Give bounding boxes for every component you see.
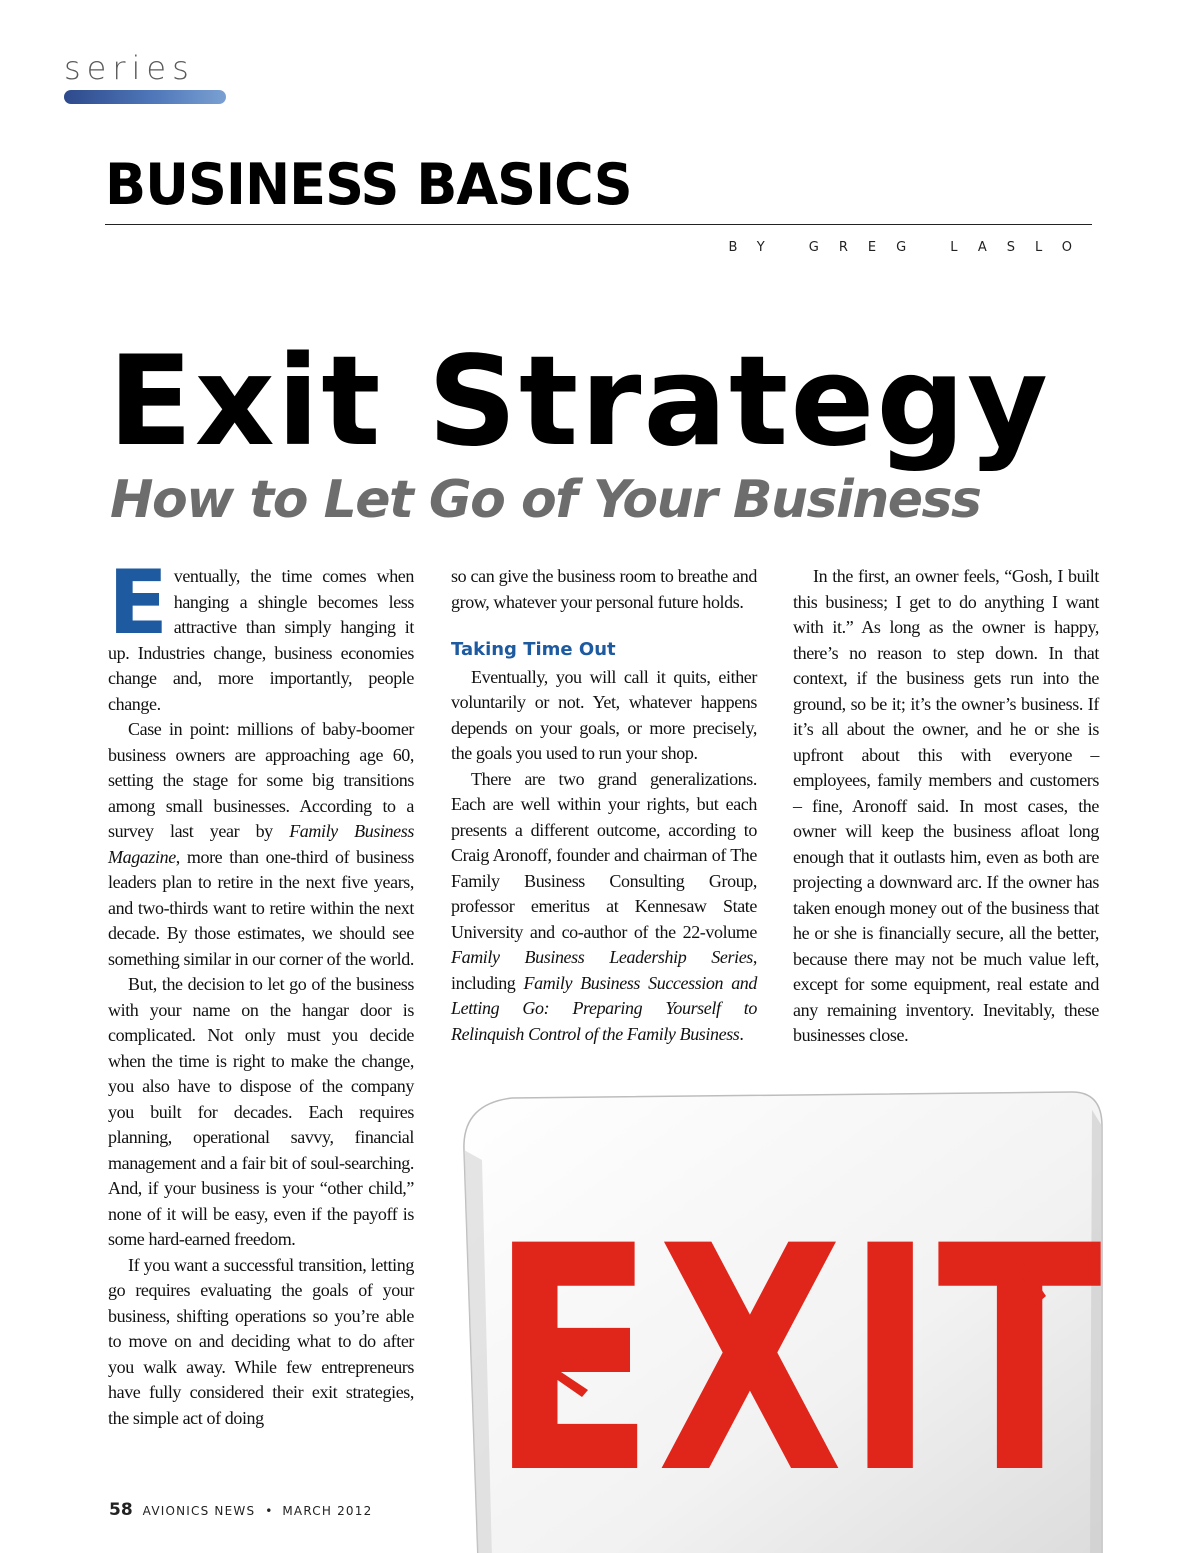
paragraph — [451, 767, 757, 1048]
paragraph-text: ventually, the time comes when hanging a shingle becomes less attractive than simply hanging it up. Industries change, business economies change and, more importantly, people change. — [108, 566, 414, 714]
article-subtitle: How to Let Go of Your Business — [110, 470, 981, 530]
series-label: series — [64, 49, 195, 87]
article-column-2 — [451, 564, 757, 1047]
exit-sign-image — [452, 1090, 1112, 1553]
book-title: Family Business Succession and Letting Go: Preparing Yourself to Relinquish Control of the Family Business — [451, 972, 758, 1044]
page-number: 58 — [109, 1500, 133, 1520]
paragraph — [108, 717, 414, 972]
paragraph-text: . — [739, 1023, 744, 1044]
issue-date: MARCH 2012 — [282, 1504, 373, 1518]
publication-name: AVIONICS NEWS — [142, 1504, 256, 1518]
paragraph-text: , including — [451, 947, 757, 993]
paragraph: In the first, an owner feels, “Gosh, I built this business; I get to do anything I want with it.” As long as the owner is happy, there’s no reason to step down. In that context, if the business gets run into the ground, so be it; it’s the owner’s business. If it’s all about the owner, and he or she is upfront about this with everyone – employees, family members and customers – fine, Aronoff said. In most cases, the owner will keep the business afloat long enough that it outlasts him, even as both are projecting a downward arc. If the owner has taken enough money out of the business that he or she is financially secure, all the better, because there may not be much value left, except for some equipment, real estate and any remaining inventory. Inevitably, these businesses close. — [793, 566, 1099, 1045]
paragraph-text: , more than one-third of business leaders plan to retire in the next five years, and two-thirds want to retire within the next decade. By those estimates, we should see something similar in our corner of the world. — [108, 846, 414, 969]
article-column-3 — [793, 564, 1099, 1049]
title-rule — [105, 224, 1092, 225]
paragraph: Eventually, you will call it quits, either voluntarily or not. Yet, whatever happens depends on your goals, or more precisely, the goals you used to run your shop. — [451, 666, 757, 763]
magazine-title: Family Business Magazine — [108, 821, 414, 867]
byline: BY GREG LASLO — [728, 240, 1092, 255]
paragraph: If you want a successful transition, letting go requires evaluating the goals of your business, shifting operations so you’re able to move on and deciding what to do after you walk away. While few entrepreneurs have fully considered their exit strategies, the simple act of doing — [108, 1254, 414, 1428]
article-title: Exit Strategy — [108, 330, 1051, 474]
page-footer — [109, 1500, 372, 1520]
paragraph — [108, 551, 414, 717]
paragraph: But, the decision to let go of the business with your name on the hangar door is complicated. Not only must you decide when the time is right to make the change, you also have to dispose of the company you built for decades. Each requires planning, operational savvy, financial management and a fair bit of soul-searching. And, if your business is your “other child,” none of it will be easy, even if the payoff is some hard-earned freedom. — [108, 974, 414, 1249]
footer-bullet: • — [265, 1504, 273, 1518]
paragraph-text: There are two grand generalizations. Each are well within your rights, but each presents a different outcome, according to Craig Aronoff, founder and chairman of The Family Business Consulting Group, professor emeritus at Kennesaw State University and co-author of the 22-volume — [451, 768, 757, 942]
subsection-heading: Taking Time Out — [451, 639, 616, 660]
section-title: BUSINESS BASICS — [105, 151, 632, 218]
article-column-1 — [108, 551, 414, 1431]
paragraph-text: Case in point: millions of baby-boomer business owners are approaching age 60, setting the stage for some big transitions among small businesses. According to a survey last year by — [108, 719, 414, 841]
paragraph: so can give the business room to breathe and grow, whatever your personal future holds. — [451, 566, 757, 612]
series-bar — [64, 90, 226, 104]
drop-cap: E — [108, 551, 168, 654]
exit-sign-text: EXIT — [489, 1179, 1105, 1542]
book-series-title: Family Business Leadership Series — [451, 947, 753, 967]
exit-sign-illustration — [452, 1090, 1112, 1553]
